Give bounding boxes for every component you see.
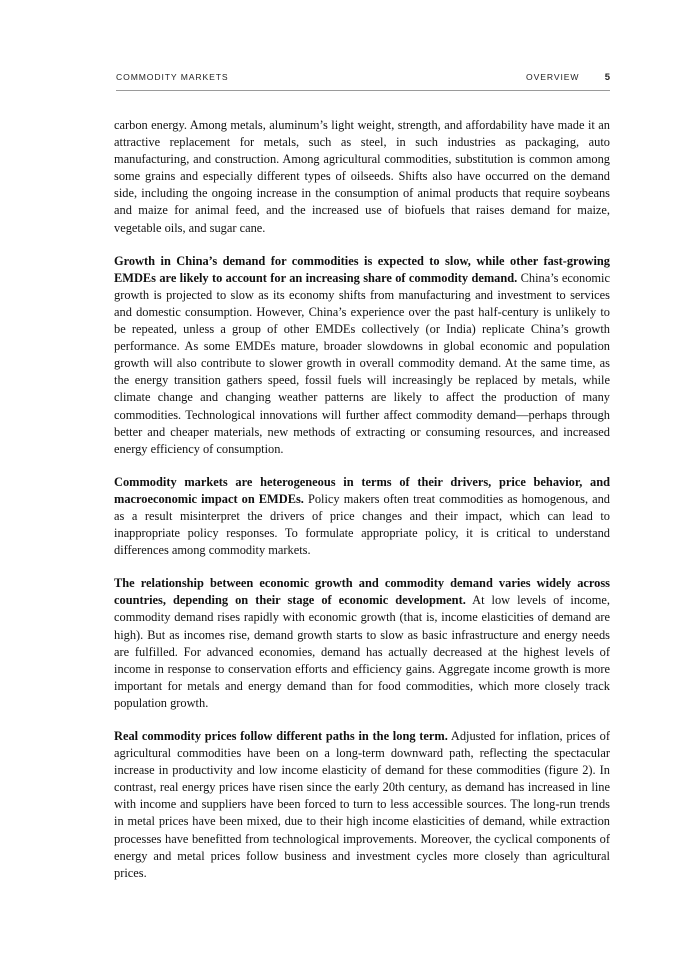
paragraph-lead: Real commodity prices follow different paths in the long term. (114, 729, 448, 743)
page-number: 5 (604, 72, 610, 83)
section-label: OVERVIEW (526, 72, 580, 82)
paragraph-lead: Growth in China’s demand for commodities is expected to slow, while other fast-growing EMDEs are likely to account for an increasing share of commodity demand. (114, 253, 610, 285)
paragraph-text: Policy makers often treat commodities as homogenous, and as a result misinterpret the drivers of price changes and their impact, which can lead to inappropriate policy responses. To formulate appropriate policy, it is critical to understand differences among commodity markets. (114, 491, 610, 558)
paragraph (114, 728, 610, 882)
paragraph (114, 253, 610, 458)
paragraph-lead: Commodity markets are heterogeneous in terms of their drivers, price behavior, and macroeconomic impact on EMDEs. (114, 474, 610, 506)
paragraph (114, 575, 610, 712)
header-right (526, 72, 610, 83)
paragraph-text: Adjusted for inflation, prices of agricultural commodities have been on a long-term downward path, reflecting the spectacular increase in productivity and low income elasticity of demand for these commodities (figure 2). In contrast, real energy prices have risen since the early 20th century, as demand has increased in line with income and suppliers have been forced to turn to less accessible sources. The long-run trends in metal prices have been mixed, due to their high income elasticities of demand, while extraction processes have benefitted from technological improvements. Moreover, the cyclical components of energy and metal prices follow business and investment cycles more closely than agricultural prices. (114, 729, 610, 880)
running-title: COMMODITY MARKETS (116, 72, 229, 82)
paragraph (114, 474, 610, 559)
paragraph-text: carbon energy. Among metals, aluminum’s light weight, strength, and affordability have made it an attractive replacement for metals, such as steel, in such industries as packaging, auto manufacturing, and construction. Among agricultural commodities, substitution is common among some grains and especially different types of oilseeds. Shifts also have occurred on the demand side, including the ongoing increase in the consumption of animal products that require soybeans and maize for animal feed, and the increased use of biofuels that raises demand for maize, vegetable oils, and sugar cane. (114, 118, 610, 235)
paragraph (114, 117, 610, 237)
running-header (116, 72, 610, 86)
paragraph-lead: The relationship between economic growth and commodity demand varies widely across countries, depending on their stage of economic development. (114, 576, 610, 608)
header-rule (116, 90, 610, 91)
paragraph-text: At low levels of income, commodity demand rises rapidly with economic growth (that is, income elasticities of demand are high). But as incomes rise, demand growth starts to slow as basic infrastructure and energy needs are fulfilled. For advanced economies, demand has actually decreased at the highest levels of income in response to conservation efforts and efficiency gains. Aggregate income growth is more important for metals and energy demand than for food commodities, which more closely track population growth. (114, 593, 610, 710)
paragraph-text: China’s economic growth is projected to slow as its economy shifts from manufacturing and investment to services and domestic consumption. However, China’s experience over the past half-century is unlikely to be repeated, unless a group of other EMDEs collectively (or India) replicate China’s growth performance. As some EMDEs mature, broader slowdowns in global economic and population growth will also contribute to slower growth in overall commodity demand. At the same time, as the energy transition gathers speed, fossil fuels will increasingly be replaced by metals, while climate change and changing weather patterns are likely to affect the production of many commodities. Technological innovations will further affect commodity demand—perhaps through better and cheaper materials, new methods of extracting or consuming resources, and increased energy efficiency of consumption. (114, 270, 610, 456)
body-text (114, 117, 610, 898)
